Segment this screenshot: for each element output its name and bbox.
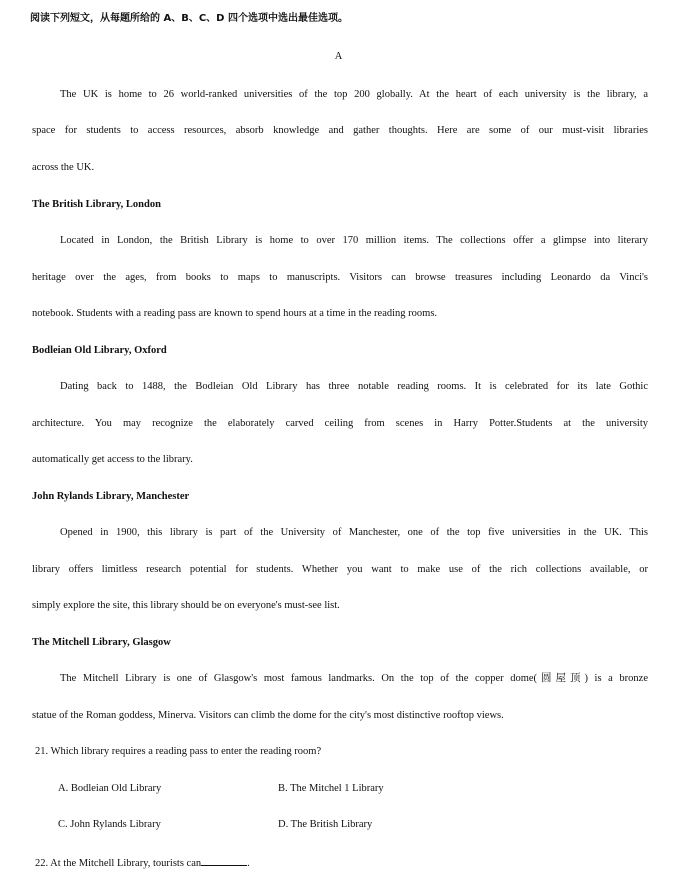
question-end: . xyxy=(247,858,250,869)
question-22 xyxy=(35,855,651,871)
intro-line: The UK is home to 26 world-ranked universities of the top 200 globally. At the heart of each university is the library, a xyxy=(60,89,648,100)
option-a[interactable] xyxy=(58,782,161,796)
option-letter: B. xyxy=(278,783,288,794)
paragraph-line: automatically get access to the library. xyxy=(32,454,193,465)
option-letter: D. xyxy=(278,819,289,830)
paragraph-line: statue of the Roman goddess, Minerva. Visitors can climb the dome for the city's most distinctive rooftop views. xyxy=(32,710,504,721)
question-number: 22. xyxy=(35,858,49,869)
paragraph-line: Dating back to 1488, the Bodleian Old Library has three notable reading rooms. It is celebrated for its late Gothic xyxy=(60,381,648,392)
option-c[interactable] xyxy=(58,818,161,832)
paragraph-line: simply explore the site, this library should be on everyone's must-see list. xyxy=(32,600,340,611)
instruction: 阅读下列短文，从每题所给的 A、B、C、D 四个选项中选出最佳选项。 xyxy=(30,13,348,24)
question-21 xyxy=(35,745,651,759)
option-text: The Mitchel 1 Library xyxy=(290,783,384,794)
section-label: A xyxy=(334,51,343,62)
library-heading: John Rylands Library, Manchester xyxy=(32,491,190,502)
question-number: 21. xyxy=(35,746,49,757)
intro-line: space for students to access resources, absorb knowledge and gather thoughts. Here are some of our must-visit libraries xyxy=(32,125,648,136)
paragraph-line: Located in London, the British Library is home to over 170 million items. The collections offer a glimpse into literary xyxy=(60,235,648,246)
paragraph-line: notebook. Students with a reading pass are known to spend hours at a time in the reading rooms. xyxy=(32,308,438,319)
answer-blank[interactable] xyxy=(201,855,247,866)
library-heading: The Mitchell Library, Glasgow xyxy=(32,637,171,648)
question-text: At the Mitchell Library, tourists can xyxy=(50,858,202,869)
option-letter: A. xyxy=(58,783,69,794)
option-text: John Rylands Library xyxy=(70,819,161,830)
question-text: Which library requires a reading pass to enter the reading room? xyxy=(50,746,322,757)
paragraph-line: library offers limitless research potential for students. Whether you want to make use of the rich collections available, or xyxy=(32,564,648,575)
option-text: Bodleian Old Library xyxy=(70,783,162,794)
option-letter: C. xyxy=(58,819,68,830)
library-heading: Bodleian Old Library, Oxford xyxy=(32,345,167,356)
library-heading: The British Library, London xyxy=(32,199,161,210)
intro-line: across the UK. xyxy=(32,162,95,173)
option-b[interactable] xyxy=(278,782,384,796)
option-d[interactable] xyxy=(278,818,372,832)
option-text: The British Library xyxy=(290,819,373,830)
paragraph-line: heritage over the ages, from books to maps to manuscripts. Visitors can browse treasures including Leonardo da Vinci's xyxy=(32,272,648,283)
paragraph-line: Opened in 1900, this library is part of the University of Manchester, one of the top five universities in the UK. This xyxy=(60,527,648,538)
paragraph-line: The Mitchell Library is one of Glasgow's most famous landmarks. On the top of the copper dome(圆屋顶) is a bronze xyxy=(60,673,648,684)
paragraph-line: architecture. You may recognize the elaborately carved ceiling from scenes in Harry Potter.Students at the university xyxy=(32,418,648,429)
